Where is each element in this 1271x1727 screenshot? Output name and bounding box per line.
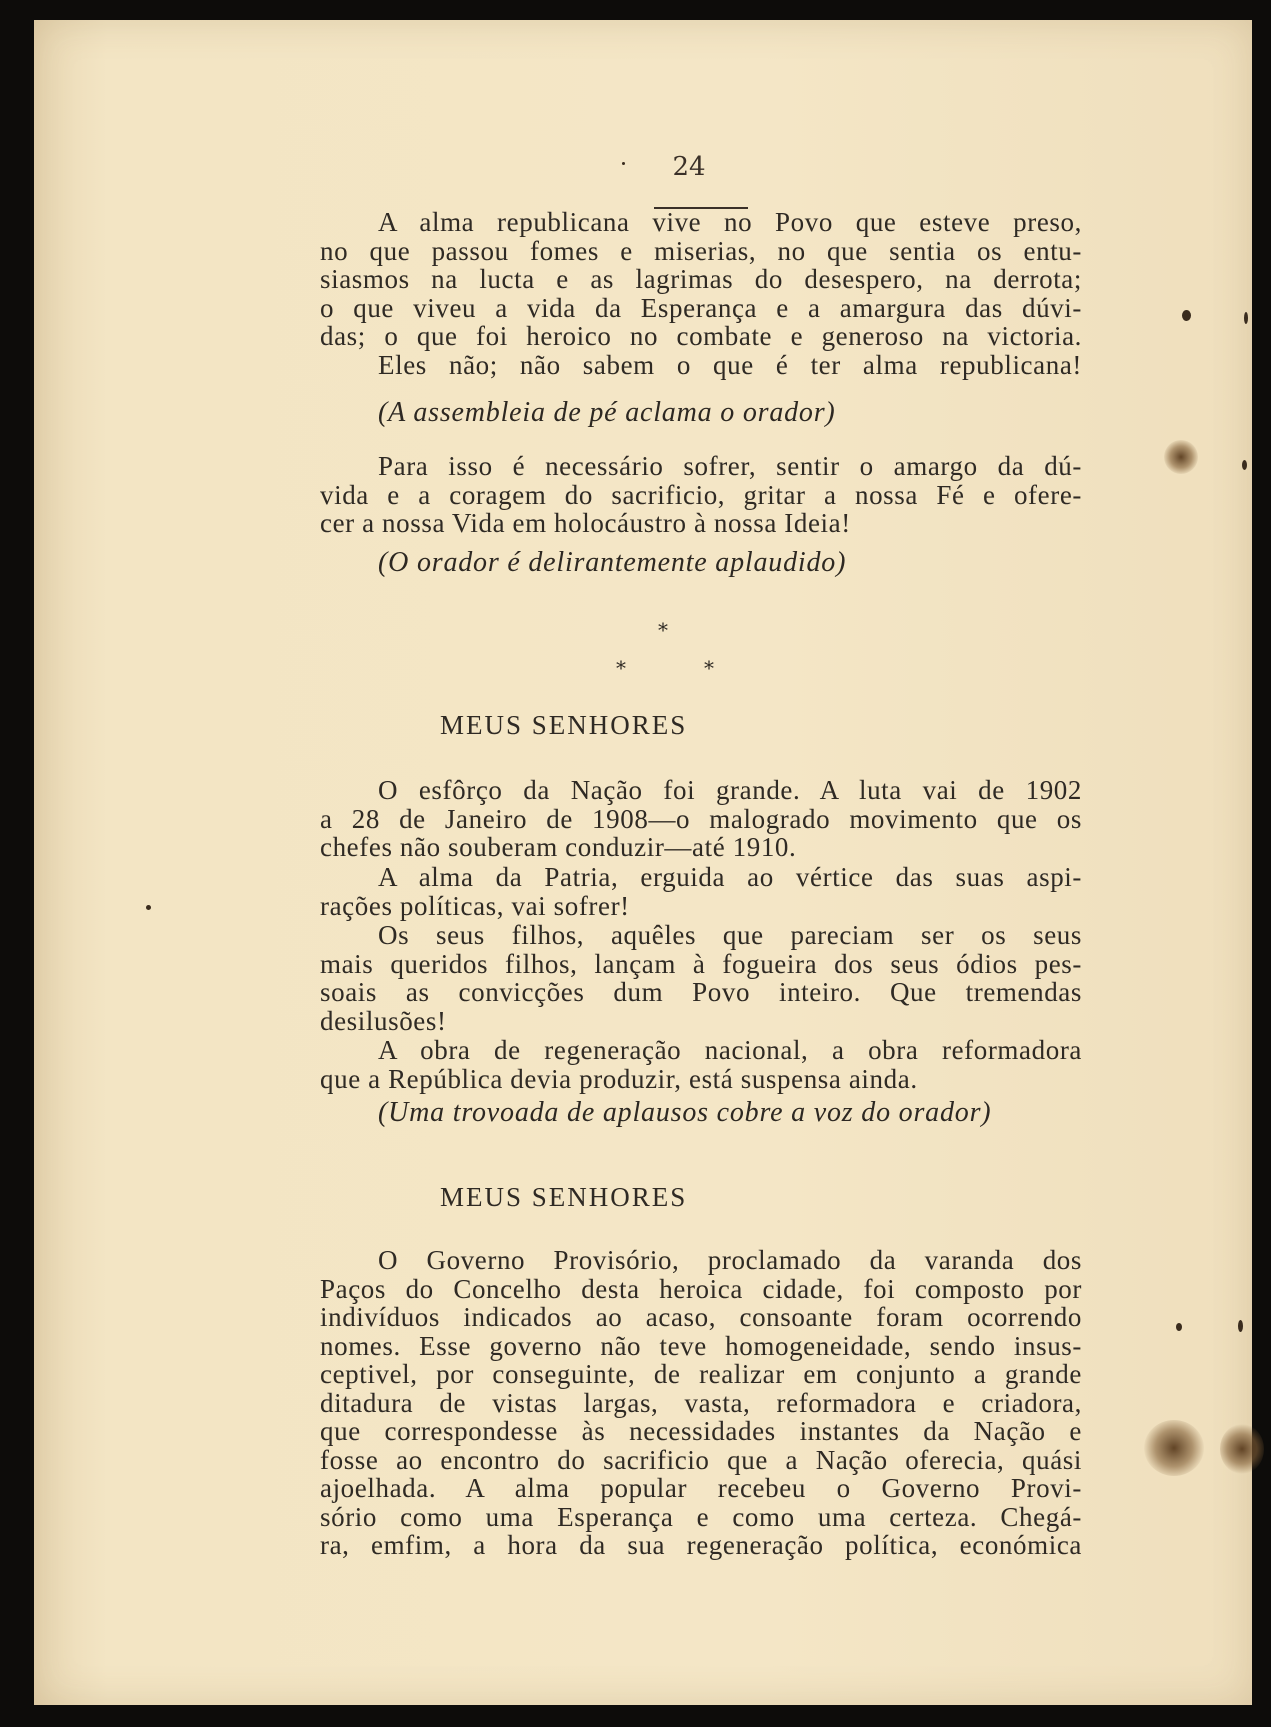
paper-stain: [1220, 1424, 1264, 1474]
paper-stain: [1144, 1420, 1204, 1476]
text-line: siasmos na lucta e as lagrimas do desespero, na derrota;: [320, 264, 1082, 294]
text-line: cer a nossa Vida em holocáustro à nossa Ideia!: [320, 508, 851, 538]
text-line: Paços do Concelho desta heroica cidade, foi composto por: [320, 1273, 1082, 1304]
section-heading: MEUS SENHORES: [440, 1182, 688, 1212]
paragraph-esforco: [320, 776, 1082, 862]
paragraph-seus-filhos: [320, 921, 1082, 1035]
paragraph-para-isso: [320, 452, 1082, 538]
text-line: das; o que foi heroico no combate e generoso na victoria.: [320, 321, 1082, 351]
paper-speck: [622, 162, 625, 165]
stage-direction-trovoada: (Uma trovoada de aplausos cobre a voz do orador): [378, 1097, 992, 1128]
text-line: vida e a coragem do sacrificio, gritar a nossa Fé e ofere-: [320, 479, 1082, 510]
paper-speck: [1244, 312, 1248, 324]
asterism-left: *: [616, 656, 626, 680]
stage-direction-aclama: (A assembleia de pé aclama o orador): [378, 397, 836, 428]
text-line: ditadura de vistas largas, vasta, reformadora e criadora,: [320, 1387, 1082, 1418]
text-line: ra, emfim, a hora da sua regeneração política, económica: [320, 1530, 1082, 1560]
paper-speck: [1238, 1320, 1243, 1332]
asterism-right: *: [704, 656, 714, 680]
page-number: 24: [672, 152, 706, 182]
text-line: chefes não souberam conduzir—até 1910.: [320, 832, 797, 862]
text-line: que correspondesse às necessidades instantes da Nação e: [320, 1416, 1082, 1446]
text-line: O esfôrço da Nação foi grande. A luta vai de 1902: [378, 775, 1082, 805]
section-heading: MEUS SENHORES: [440, 710, 688, 740]
paragraph-obra-regeneracao: [320, 1036, 1082, 1093]
paragraph-alma-patria: [320, 863, 1082, 920]
text-line: sório como uma Esperança e como uma certeza. Chegá-: [320, 1501, 1082, 1532]
text-line: Eles não; não sabem o que é ter alma republicana!: [378, 349, 1082, 380]
paper-speck: [1176, 1323, 1182, 1331]
text-line: indivíduos indicados ao acaso, consoante foram ocorrendo: [320, 1302, 1082, 1332]
text-line: que a República devia produzir, está suspensa ainda.: [320, 1063, 918, 1094]
text-line: mais queridos filhos, lançam à fogueira dos seus ódios pes-: [320, 948, 1082, 979]
text-line: ajoelhada. A alma popular recebeu o Governo Provi-: [320, 1473, 1082, 1503]
text-line: fosse ao encontro do sacrificio que a Nação oferecia, quási: [320, 1444, 1082, 1475]
text-line: nomes. Esse governo não teve homogeneidade, sendo insus-: [320, 1330, 1082, 1361]
text-line: A alma republicana vive no Povo que esteve preso,: [378, 207, 1082, 237]
text-line: no que passou fomes e miserias, no que sentia os entu-: [320, 235, 1082, 266]
paper-speck: [146, 905, 151, 910]
text-line: soais as convicções dum Povo inteiro. Que tremendas: [320, 977, 1082, 1007]
paper-speck: [1182, 310, 1191, 321]
stage-direction-aplaudido: (O orador é delirantemente aplaudido): [378, 547, 847, 578]
paper-speck: [1242, 460, 1247, 470]
text-line: A obra de regeneração nacional, a obra reformadora: [378, 1035, 1082, 1065]
text-line: a 28 de Janeiro de 1908—o malogrado movimento que os: [320, 803, 1082, 834]
book-page: [34, 20, 1252, 1705]
paper-stain: [1164, 440, 1198, 474]
text-line: A alma da Patria, erguida ao vértice das suas aspi-: [378, 862, 1082, 892]
text-line: rações políticas, vai sofrer!: [320, 890, 630, 921]
text-line: O Governo Provisório, proclamado da varanda dos: [378, 1245, 1082, 1275]
text-line: Para isso é necessário sofrer, sentir o amargo da dú-: [378, 451, 1082, 481]
asterism-top: *: [658, 618, 668, 642]
text-line: desilusões!: [320, 1005, 447, 1036]
paragraph-governo-provisorio: [320, 1246, 1082, 1560]
text-line: Os seus filhos, aquêles que pareciam ser os seus: [378, 920, 1082, 950]
paragraph-alma-republicana: [320, 208, 1082, 379]
text-line: o que viveu a vida da Esperança e a amargura das dúvi-: [320, 292, 1082, 323]
text-line: ceptivel, por conseguinte, de realizar em conjunto a grande: [320, 1359, 1082, 1389]
